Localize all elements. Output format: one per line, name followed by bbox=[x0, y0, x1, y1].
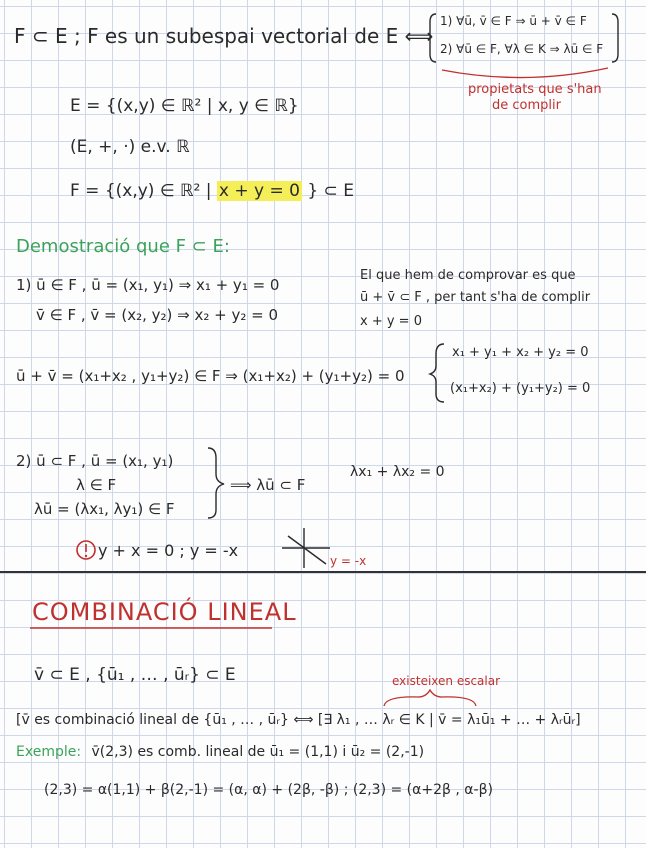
vector-space-notation: (E, +, ·) e.v. ℝ bbox=[70, 137, 190, 157]
proof-heading: Demostració que F ⊂ E: bbox=[16, 236, 230, 257]
proof-step2-result: ⟹ λū ⊂ F bbox=[230, 476, 306, 494]
section-title: COMBINACIÓ LINEAL bbox=[32, 598, 297, 626]
sketch-line-y-eq-minus-x bbox=[288, 536, 326, 564]
equation-brace bbox=[430, 344, 444, 402]
set-E-definition: E = {(x,y) ∈ ℝ² | x, y ∈ ℝ} bbox=[70, 96, 299, 116]
proof-step2-side: λx₁ + λx₂ = 0 bbox=[350, 464, 445, 480]
proof-step1-line2: v̄ ∈ F , v̄ = (x₂, y₂) ⇒ x₂ + y₂ = 0 bbox=[36, 306, 279, 324]
graph-label: y = -x bbox=[330, 554, 367, 568]
brace-line-1: x₁ + y₁ + x₂ + y₂ = 0 bbox=[452, 345, 589, 360]
example-calculation: (2,3) = α(1,1) + β(2,-1) = (α, α) + (2β, -β) ; (2,3) = (α+2β , α-β) bbox=[44, 782, 493, 798]
brace-line-2: (x₁+x₂) + (y₁+y₂) = 0 bbox=[450, 381, 591, 396]
red-overbrace bbox=[384, 690, 476, 706]
proof-step2-line2: λ ∈ F bbox=[76, 476, 117, 494]
conditions-bracket-right bbox=[612, 14, 618, 62]
example-label: Exemple: bbox=[16, 744, 82, 760]
proof-note-line3: x + y = 0 bbox=[360, 314, 422, 329]
set-F-definition-end: } ⊂ E bbox=[307, 181, 354, 201]
highlighted-condition: x + y = 0 bbox=[218, 181, 300, 201]
step2-brace bbox=[208, 448, 224, 518]
proof-step1-line1: 1) ū ∈ F , ū = (x₁, y₁) ⇒ x₁ + y₁ = 0 bbox=[16, 276, 280, 294]
set-F-definition-start: F = {(x,y) ∈ ℝ² | bbox=[70, 181, 212, 201]
example-text: v̄(2,3) es comb. lineal de ū₁ = (1,1) i ū₂ = (2,-1) bbox=[91, 744, 425, 760]
proof-note-line2: ū + v̄ ⊂ F , per tant s'ha de complir bbox=[360, 290, 591, 305]
red-note-exist-scalars: existeixen escalar bbox=[392, 674, 501, 688]
linear-combination-setup: v̄ ⊂ E , {ū₁ , … , ūᵣ} ⊂ E bbox=[34, 665, 236, 685]
red-note-properties-line1: propietats que s'han bbox=[468, 82, 602, 97]
red-note-properties-line2: de complir bbox=[492, 98, 561, 113]
definition-subspace: F ⊂ E ; F es un subespai vectorial de E ⟺ bbox=[14, 24, 434, 48]
linear-combination-definition: [v̄ es combinació lineal de {ū₁ , … , ūᵣ} ⟺ [∃ λ₁ , … λᵣ ∈ K | v̄ = λ₁ū₁ + … + λᵣūᵣ] bbox=[16, 712, 581, 728]
condition-2: 2) ∀ū ∈ F, ∀λ ∈ K ⇒ λū ∈ F bbox=[440, 42, 604, 56]
proof-note-line1: El que hem de comprovar es que bbox=[360, 268, 576, 283]
proof-sum-line: ū + v̄ = (x₁+x₂ , y₁+y₂) ∈ F ⇒ (x₁+x₂) + (y₁+y₂) = 0 bbox=[16, 367, 405, 385]
proof-step2-line3: λū = (λx₁, λy₁) ∈ F bbox=[34, 500, 175, 518]
conditions-bracket bbox=[430, 14, 436, 62]
red-underline-curve bbox=[442, 68, 608, 78]
condition-1: 1) ∀ū, v̄ ∈ F ⇒ ū + v̄ ∈ F bbox=[440, 14, 587, 28]
proof-step2-line1: 2) ū ⊂ F , ū = (x₁, y₁) bbox=[16, 452, 174, 470]
warning-equation: y + x = 0 ; y = -x bbox=[98, 541, 239, 560]
